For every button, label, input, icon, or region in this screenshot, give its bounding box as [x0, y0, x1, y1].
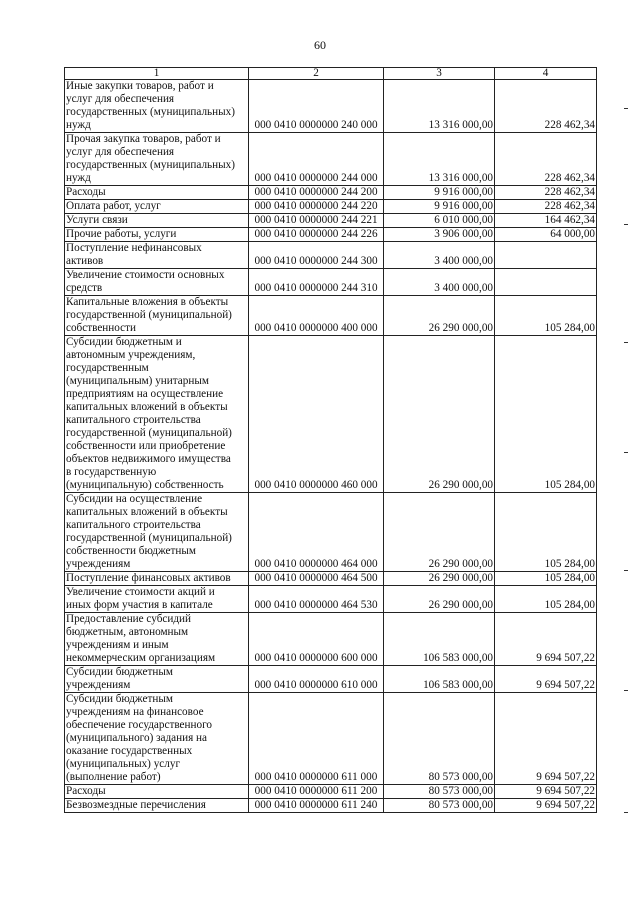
row-name: Услуги связи	[65, 214, 249, 228]
table-row	[65, 613, 597, 666]
row-code: 000 0410 0000000 240 000	[249, 80, 384, 133]
table-row	[65, 133, 597, 186]
row-executed-amount: 9 694 507,22	[495, 799, 597, 813]
row-executed-amount: 64 000,00	[495, 228, 597, 242]
row-executed-amount: 105 284,00	[495, 296, 597, 336]
row-name: Субсидии бюджетным учреждениям на финансовое обеспечение государственного (муниципального) задания на оказание государственных (муниципальных) услуг (выполнение работ)	[65, 693, 249, 785]
row-name: Поступление финансовых активов	[65, 572, 249, 586]
row-planned-amount: 26 290 000,00	[384, 572, 495, 586]
row-planned-amount: 3 400 000,00	[384, 242, 495, 269]
row-executed-amount: 9 694 507,22	[495, 693, 597, 785]
row-executed-amount: 228 462,34	[495, 200, 597, 214]
row-code: 000 0410 0000000 400 000	[249, 296, 384, 336]
row-planned-amount: 9 916 000,00	[384, 200, 495, 214]
column-header-4: 4	[495, 68, 597, 80]
row-name: Субсидии на осуществление капитальных вложений в объекты капитального строительства государственной (муниципальной) собственности бюджетным учреждениям	[65, 493, 249, 572]
row-executed-amount: 9 694 507,22	[495, 666, 597, 693]
row-planned-amount: 3 906 000,00	[384, 228, 495, 242]
row-code: 000 0410 0000000 600 000	[249, 613, 384, 666]
row-planned-amount: 6 010 000,00	[384, 214, 495, 228]
row-name: Предоставление субсидий бюджетным, автономным учреждениям и иным некоммерческим организациям	[65, 613, 249, 666]
margin-mark	[624, 342, 628, 343]
row-planned-amount: 26 290 000,00	[384, 336, 495, 493]
row-planned-amount: 13 316 000,00	[384, 80, 495, 133]
row-planned-amount: 80 573 000,00	[384, 799, 495, 813]
row-name: Увеличение стоимости акций и иных форм участия в капитале	[65, 586, 249, 613]
row-planned-amount: 26 290 000,00	[384, 296, 495, 336]
table-row	[65, 799, 597, 813]
row-code: 000 0410 0000000 610 000	[249, 666, 384, 693]
table-row	[65, 785, 597, 799]
row-code: 000 0410 0000000 611 200	[249, 785, 384, 799]
row-code: 000 0410 0000000 244 300	[249, 242, 384, 269]
row-planned-amount: 9 916 000,00	[384, 186, 495, 200]
row-name: Прочие работы, услуги	[65, 228, 249, 242]
row-name: Субсидии бюджетным и автономным учреждениям, государственным (муниципальным) унитарным предприятиям на осуществление капитальных вложений в объекты капитального строительства государственной (муниципальной) собственности или приобретение объектов недвижимого имущества в государственную (муниципальную) собственность	[65, 336, 249, 493]
row-code: 000 0410 0000000 244 200	[249, 186, 384, 200]
row-name: Оплата работ, услуг	[65, 200, 249, 214]
table-row	[65, 214, 597, 228]
row-code: 000 0410 0000000 464 000	[249, 493, 384, 572]
row-executed-amount: 228 462,34	[495, 80, 597, 133]
row-executed-amount: 9 694 507,22	[495, 613, 597, 666]
table-row	[65, 586, 597, 613]
table-row	[65, 296, 597, 336]
row-name: Расходы	[65, 186, 249, 200]
table-row	[65, 228, 597, 242]
row-executed-amount: 164 462,34	[495, 214, 597, 228]
table-row	[65, 186, 597, 200]
table-row	[65, 269, 597, 296]
row-code: 000 0410 0000000 244 226	[249, 228, 384, 242]
row-executed-amount: 228 462,34	[495, 186, 597, 200]
row-planned-amount: 80 573 000,00	[384, 785, 495, 799]
column-header-1: 1	[65, 68, 249, 80]
table-row	[65, 493, 597, 572]
row-code: 000 0410 0000000 244 221	[249, 214, 384, 228]
margin-mark	[624, 690, 628, 691]
row-executed-amount	[495, 242, 597, 269]
row-code: 000 0410 0000000 464 530	[249, 586, 384, 613]
row-name: Безвозмездные перечисления	[65, 799, 249, 813]
row-executed-amount: 105 284,00	[495, 572, 597, 586]
row-executed-amount: 105 284,00	[495, 336, 597, 493]
row-planned-amount: 106 583 000,00	[384, 666, 495, 693]
page-number: 60	[314, 38, 326, 52]
row-executed-amount	[495, 269, 597, 296]
row-executed-amount: 228 462,34	[495, 133, 597, 186]
row-code: 000 0410 0000000 611 240	[249, 799, 384, 813]
row-code: 000 0410 0000000 244 000	[249, 133, 384, 186]
row-name: Поступление нефинансовых активов	[65, 242, 249, 269]
row-code: 000 0410 0000000 460 000	[249, 336, 384, 493]
row-planned-amount: 26 290 000,00	[384, 493, 495, 572]
budget-execution-table	[64, 67, 597, 813]
row-code: 000 0410 0000000 244 220	[249, 200, 384, 214]
row-planned-amount: 3 400 000,00	[384, 269, 495, 296]
table-row	[65, 200, 597, 214]
table-header-row	[65, 68, 597, 80]
row-planned-amount: 13 316 000,00	[384, 133, 495, 186]
row-code: 000 0410 0000000 244 310	[249, 269, 384, 296]
row-executed-amount: 105 284,00	[495, 586, 597, 613]
row-name: Увеличение стоимости основных средств	[65, 269, 249, 296]
row-planned-amount: 26 290 000,00	[384, 586, 495, 613]
margin-mark	[624, 452, 628, 453]
column-header-2: 2	[249, 68, 384, 80]
row-executed-amount: 9 694 507,22	[495, 785, 597, 799]
column-header-3: 3	[384, 68, 495, 80]
margin-mark	[624, 570, 628, 571]
margin-mark	[624, 224, 628, 225]
table-row	[65, 336, 597, 493]
margin-mark	[624, 812, 628, 813]
row-name: Прочая закупка товаров, работ и услуг для обеспечения государственных (муниципальных) нужд	[65, 133, 249, 186]
row-planned-amount: 106 583 000,00	[384, 613, 495, 666]
row-name: Иные закупки товаров, работ и услуг для обеспечения государственных (муниципальных) нужд	[65, 80, 249, 133]
table-row	[65, 666, 597, 693]
row-name: Капитальные вложения в объекты государственной (муниципальной) собственности	[65, 296, 249, 336]
table-row	[65, 242, 597, 269]
margin-mark	[624, 108, 628, 109]
table-row	[65, 80, 597, 133]
row-code: 000 0410 0000000 464 500	[249, 572, 384, 586]
row-executed-amount: 105 284,00	[495, 493, 597, 572]
row-planned-amount: 80 573 000,00	[384, 693, 495, 785]
row-name: Расходы	[65, 785, 249, 799]
row-name: Субсидии бюджетным учреждениям	[65, 666, 249, 693]
row-code: 000 0410 0000000 611 000	[249, 693, 384, 785]
table-body	[65, 68, 597, 813]
table-row	[65, 572, 597, 586]
table-row	[65, 693, 597, 785]
